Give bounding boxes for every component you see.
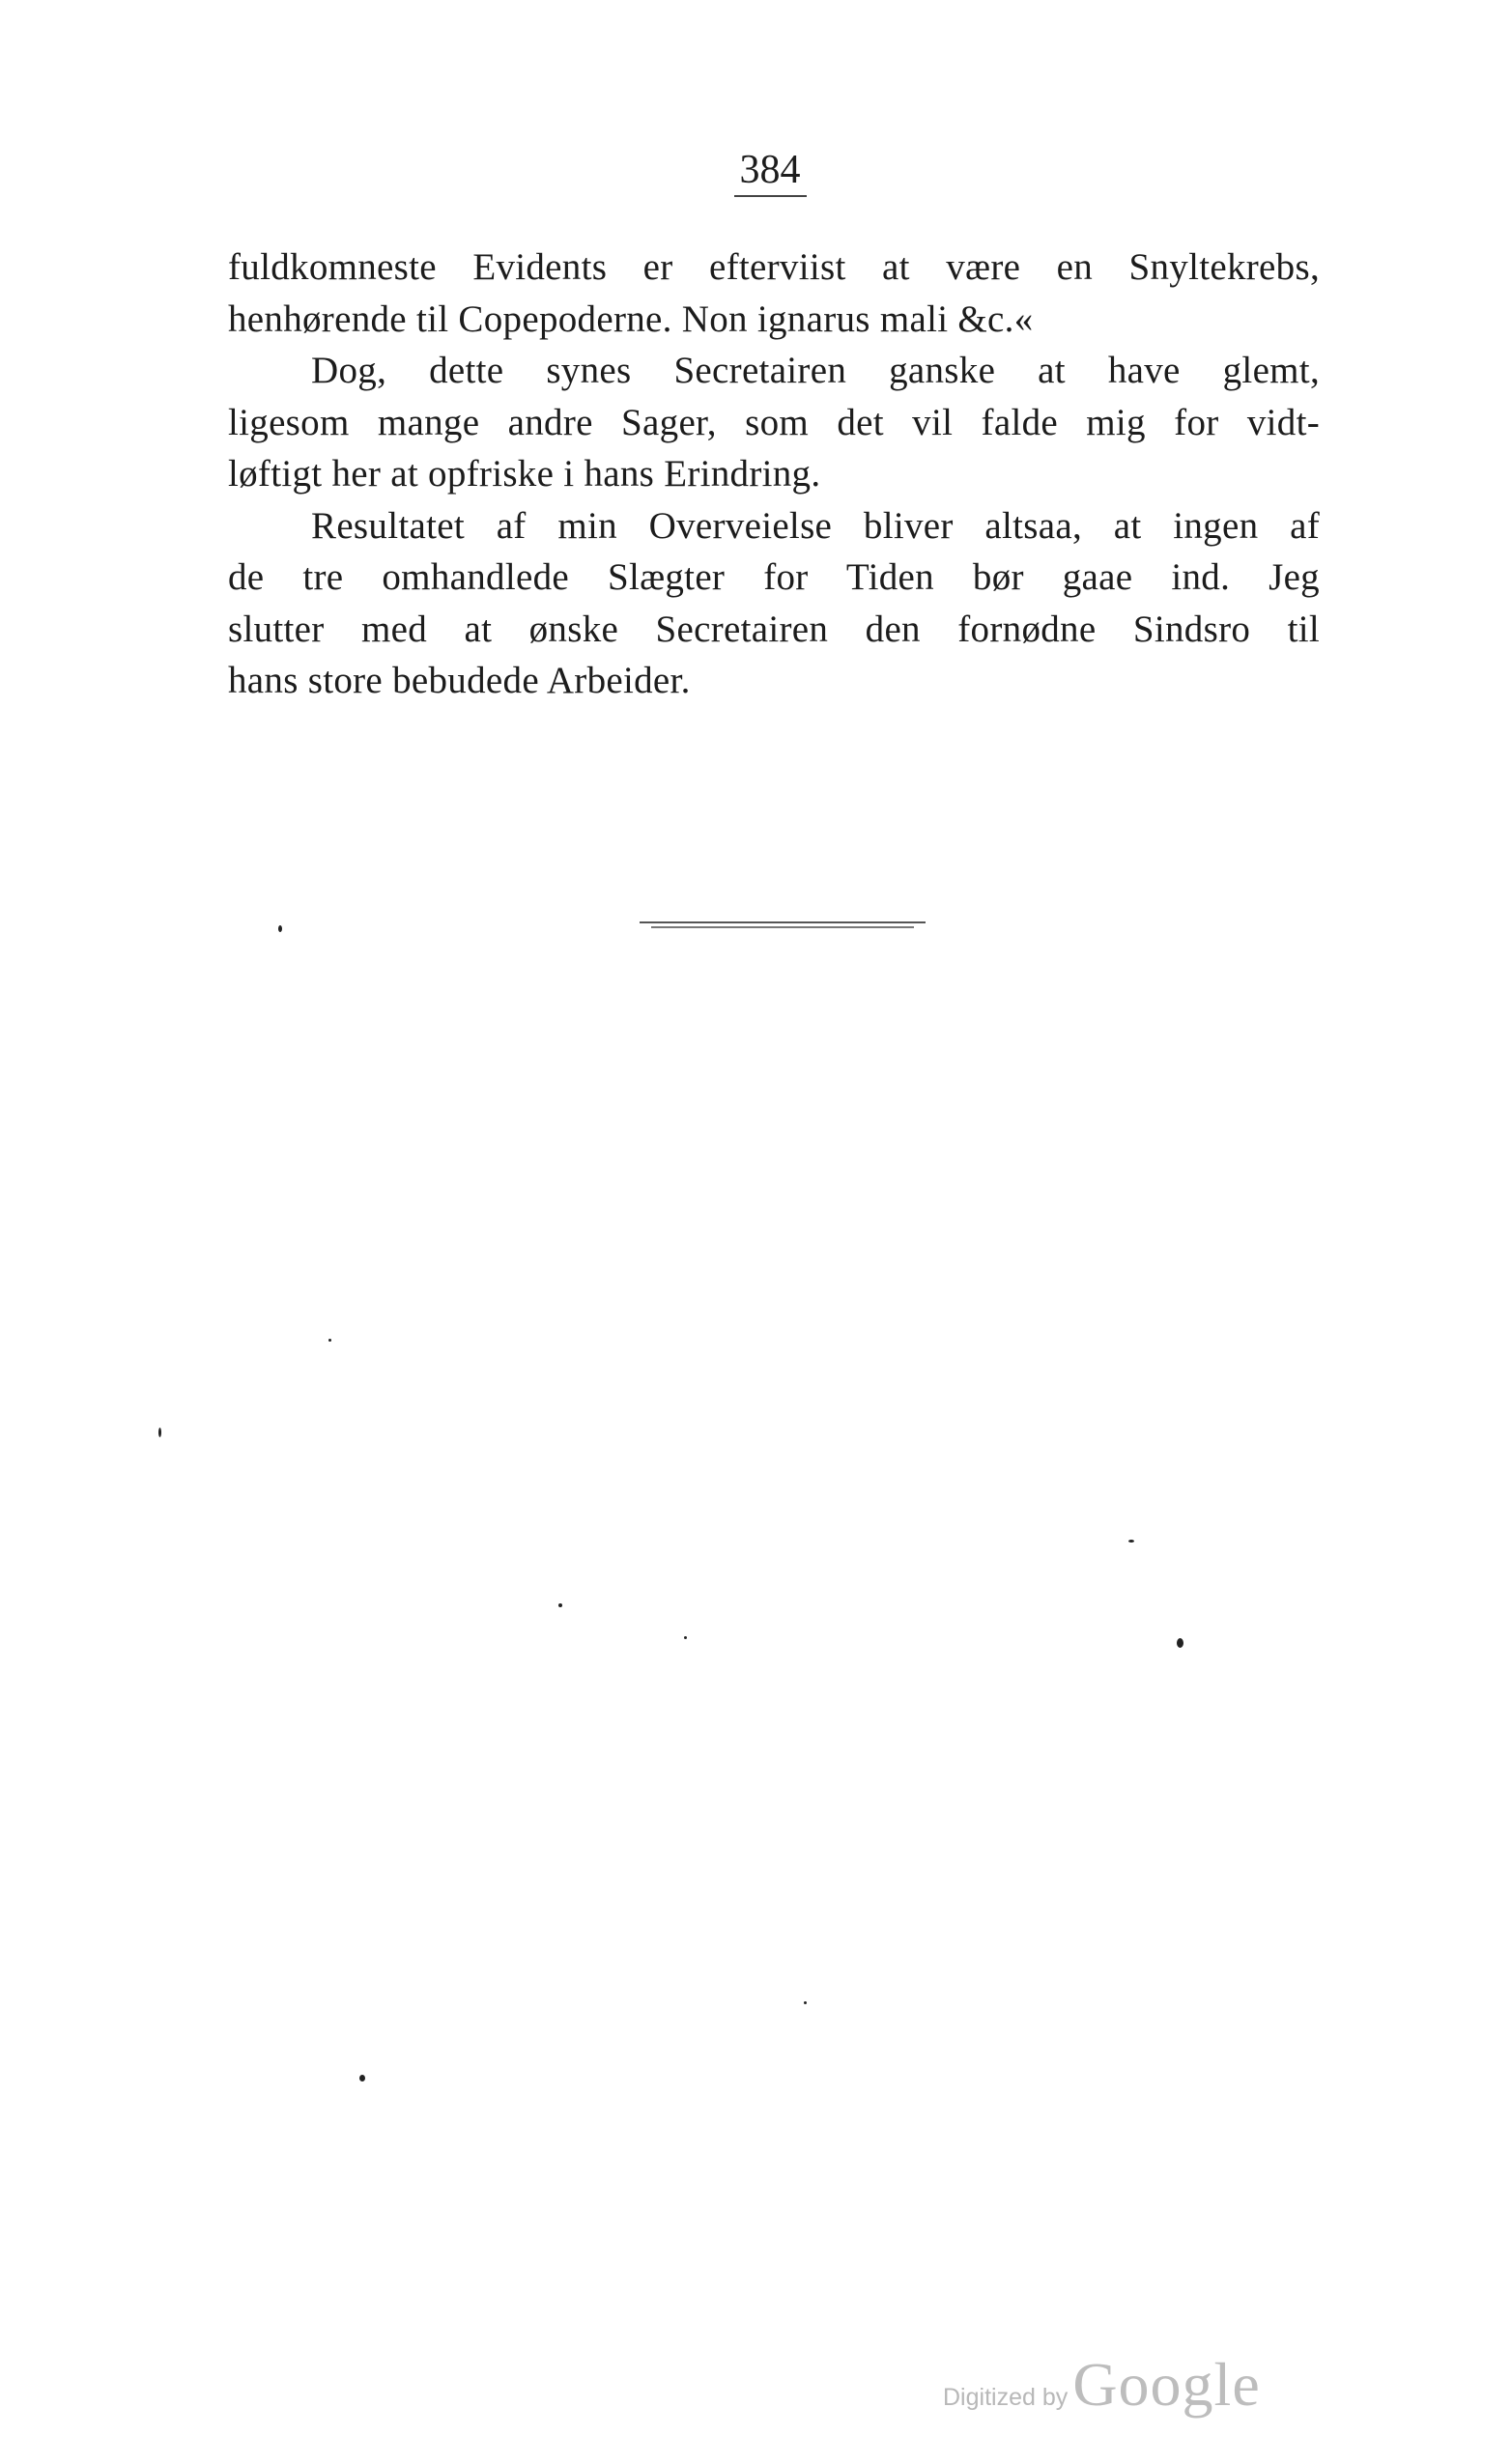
scan-speck — [158, 1428, 161, 1437]
text-line: de tre omhandlede Slægter for Tiden bør gaae ind. Jeg — [228, 556, 1320, 598]
scan-speck — [804, 2001, 807, 2004]
scan-speck — [328, 1339, 331, 1342]
page-header — [0, 145, 1511, 197]
scan-speck — [1128, 1540, 1134, 1543]
text-line: Dog, dette synes Secretairen ganske at have glemt, — [311, 350, 1320, 391]
scan-speck — [558, 1603, 562, 1607]
text-line: hans store bebudede Arbeider. — [228, 660, 691, 701]
body-text — [228, 241, 1320, 707]
page-number: 384 — [734, 145, 807, 197]
separator-rule — [640, 921, 926, 923]
text-line: fuldkomneste Evidents er efterviist at være en Snyltekrebs, — [228, 246, 1320, 288]
scan-speck — [278, 925, 282, 932]
text-line: henhørende til Copepoderne. Non ignarus mali &c.« — [228, 297, 1034, 340]
text-line: ligesom mange andre Sager, som det vil falde mig for vidt- — [228, 401, 1320, 443]
text-line: slutter med at ønske Secretairen den fornødne Sindsro til — [228, 608, 1320, 650]
google-logo: Google — [1072, 2350, 1261, 2419]
text-line: Resultatet af min Overveielse bliver altsaa, at ingen af — [311, 504, 1320, 547]
scan-speck — [1177, 1638, 1183, 1648]
scan-speck — [684, 1636, 687, 1639]
watermark-prefix: Digitized by — [943, 2384, 1069, 2411]
scan-speck — [359, 2075, 365, 2082]
section-separator — [640, 921, 926, 929]
digitized-watermark — [943, 2349, 1261, 2421]
text-line: løftigt her at opfriske i hans Erindring. — [228, 453, 821, 495]
separator-rule — [651, 926, 914, 928]
